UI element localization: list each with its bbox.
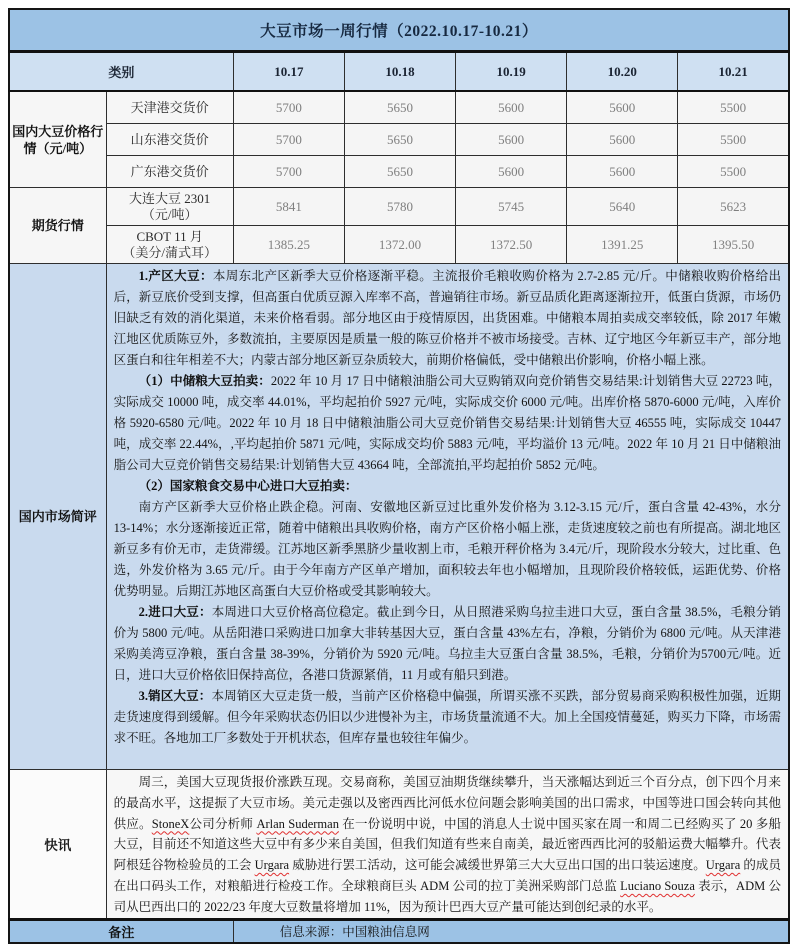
price-value: 5600 <box>567 124 678 156</box>
date-header-1021: 10.21 <box>678 52 789 92</box>
contract-name-line2: （元/吨） <box>141 206 198 222</box>
price-value: 5600 <box>456 124 567 156</box>
futures-section-label: 期货行情 <box>9 188 106 264</box>
news-text: 周三，美国大豆现货报价涨跌互现。交易商称，美国豆油期货继续攀升，当天涨幅达到近三个百分点，创下四个月来的最高水平，这提振了大豆市场。美元走强以及密西西比河低水位问题会影响美国的出口需求，中国等进口国会转向其他供应。 <box>113 775 781 831</box>
news-text: 表示，ADM 公司从巴西出口的 2022/23 年度大豆数量将增加 11%，因为预计巴西大豆产量可能达到创纪录的水平。 <box>113 878 781 914</box>
date-header-1019: 10.19 <box>456 52 567 92</box>
news-text: 公司分析师 <box>189 816 257 831</box>
contract-name-line2: （美分/蒲式耳） <box>122 244 217 260</box>
paragraph-text: 本周东北产区新季大豆价格逐渐平稳。主流报价毛粮收购价格为 2.7-2.85 元/斤。中储粮收购价格给出后，新豆底价受到支撑，但高蛋白优质豆源入库率不高，普遍销往市场。新豆品质化距离逐渐拉开，低蛋白货源，市场仍旧缺乏有效的消化渠道，未来价格看弱。部分地区由于疫情原因，出货困难。中储粮本周拍卖成交率较低，除 2017 年嫩江地区优质陈豆外，多数流拍，主要原因是质量一般的陈豆价格并不被市场接受。吉林、辽宁地区今年新豆丰产，部分地区蛋白和往年相差不大；内蒙古部分地区新豆杂质较大，前期价格偏低，受中储粮出价影响，价格小幅上涨。 <box>113 269 781 367</box>
date-header-1017: 10.17 <box>233 52 344 92</box>
futures-value: 5841 <box>233 188 344 226</box>
date-header-1018: 10.18 <box>344 52 455 92</box>
price-value: 5600 <box>567 91 678 124</box>
paragraph-text: 2022 年 10 月 17 日中储粮油脂公司大豆购销双向竞价销售交易结果:计划销售大豆 22723 吨，实际成交 10000 吨，成交率 44.01%，平均起拍价 5927 元/吨，实际成交价 6000 元/吨。出库价格 5870-6000 元/吨，入库价格 5920-6580 元/吨。2022 年 10 月 18 日中储粮油脂公司大豆竞价销售交易结果:计划销售大豆 46555 吨，实际成交 10447 吨，成交率 22.44%，,平均起拍价 5871 元/吨，实际成交均价 5883 元/吨，平均溢价 13 元/吨。2022 年 10 月 21 日中储粮油脂公司大豆竞价销售交易结果:计划销售大豆 43664 吨，全部流拍,平均起拍价 5852 元/吨。 <box>113 374 781 472</box>
paragraph-lead: （2）国家粮食交易中心进口大豆拍卖： <box>138 479 358 493</box>
futures-value: 5640 <box>567 188 678 226</box>
price-value: 5500 <box>678 124 789 156</box>
news-spellcheck-word: Luciano Souza <box>620 878 695 893</box>
remark-section-label: 备注 <box>9 919 233 943</box>
price-value: 5500 <box>678 91 789 124</box>
price-value: 5600 <box>456 156 567 188</box>
review-paragraph <box>114 497 781 602</box>
paragraph-lead: （1）中储粮大豆拍卖： <box>138 374 271 388</box>
futures-value: 1385.25 <box>233 226 344 264</box>
soybean-weekly-report-table <box>8 8 790 944</box>
price-value: 5650 <box>344 124 455 156</box>
market-review-section-label: 国内市场简评 <box>9 264 106 770</box>
table-row-guangdong <box>9 156 789 188</box>
futures-value: 5745 <box>456 188 567 226</box>
news-text: 在一份说明中说，中国的消息人士说中国买家在周一和周二已经购买了 20 多船大豆，目前还不知道这些大豆中有多少来自美国，但我们知道有些来自南美，最近密西西比河的驳船运费大幅攀升。代表阿根廷谷物检验员的工会 <box>113 816 781 873</box>
price-value: 5700 <box>233 124 344 156</box>
date-header-1020: 10.20 <box>567 52 678 92</box>
review-paragraph <box>114 371 781 476</box>
news-section-label: 快讯 <box>9 770 106 920</box>
contract-name <box>106 188 233 226</box>
contract-name-line1: CBOT 11 月 <box>136 228 203 244</box>
news-spellcheck-word: Urgara <box>705 858 741 873</box>
paragraph-lead: 2.进口大豆： <box>138 605 212 619</box>
news-spellcheck-word: StoneX <box>151 816 190 831</box>
table-row-dalian-futures <box>9 188 789 226</box>
paragraph-text: 南方产区新季大豆价格止跌企稳。河南、安徽地区新豆过比重外发价格为 3.12-3.15 元/斤，蛋白含量 42-43%，水分 13-14%；水分逐渐接近正常，随着中储粮出具收购价格，南方产区价格小幅上涨，走货速度较之前也有所提高。湖北地区新豆多有价无市，走货滞缓。江苏地区新季黑脐少量收割上市，毛粮开秤价格为 3.4元/斤，现阶段水分较大，过比重、色选，外发价格为 3.65 元/斤。由于今年南方产区单产增加，面积较去年也小幅增加，且现阶段价格较低，运距优势、价格优势明显。后期江苏地区高蛋白大豆价格或受其影响较大。 <box>113 500 781 598</box>
domestic-price-section-label: 国内大豆价格行情（元/吨） <box>9 91 106 188</box>
price-value: 5650 <box>344 156 455 188</box>
news-spellcheck-word: Arlan Suderman <box>256 816 339 831</box>
news-paragraph <box>114 772 781 918</box>
news-body <box>106 770 789 920</box>
port-name: 山东港交货价 <box>106 124 233 156</box>
futures-value: 1372.50 <box>456 226 567 264</box>
price-value: 5700 <box>233 91 344 124</box>
futures-value: 5780 <box>344 188 455 226</box>
report-title: 大豆市场一周行情（2022.10.17-10.21） <box>9 9 789 52</box>
news-text: 威胁进行罢工活动，这可能会减缓世界第三大大豆出口国的出口装运速度。 <box>289 858 706 873</box>
futures-value: 1395.50 <box>678 226 789 264</box>
futures-value: 5623 <box>678 188 789 226</box>
table-row-cbot-futures <box>9 226 789 264</box>
title-row <box>9 9 789 52</box>
remark-row <box>9 919 789 943</box>
paragraph-lead: 1.产区大豆： <box>138 269 213 283</box>
review-paragraph <box>114 686 781 749</box>
paragraph-text: 本周进口大豆价格高位稳定。截止到今日，从日照港采购乌拉圭进口大豆，蛋白含量 38.5%，毛粮分销价为 5800 元/吨。从岳阳港口采购进口加拿大非转基因大豆，蛋白含量 43%左右，净粮，分销价为 6800 元/吨。从天津港采购美湾豆净粮，蛋白含量 38-39%，分销价为 5920 元/吨。乌拉圭大豆蛋白含量 38.5%，毛粮，分销价为5700元/吨。近日，进口大豆价格依旧保持高位，各港口货源紧俏，11 月或有船只到港。 <box>113 605 781 682</box>
table-row-tianjin <box>9 91 789 124</box>
price-value: 5700 <box>233 156 344 188</box>
news-spellcheck-word: Urgara <box>254 858 290 873</box>
category-header: 类别 <box>9 52 233 92</box>
price-value: 5500 <box>678 156 789 188</box>
contract-name <box>106 226 233 264</box>
table-row-shandong <box>9 124 789 156</box>
port-name: 天津港交货价 <box>106 91 233 124</box>
price-value: 5600 <box>567 156 678 188</box>
futures-value: 1391.25 <box>567 226 678 264</box>
futures-value: 1372.00 <box>344 226 455 264</box>
paragraph-text: 本周销区大豆走货一般，当前产区价格稳中偏强，所谓买涨不买跌，部分贸易商采购积极性加强，近期走货速度得到缓解。但今年采购状态仍旧以少进慢补为主，市场货量流通不大。加上全国疫情蔓延，购买力下降，市场需求不旺。各地加工厂多数处于开机状态，但库存量也较往年偏少。 <box>113 689 781 745</box>
port-name: 广东港交货价 <box>106 156 233 188</box>
price-value: 5650 <box>344 91 455 124</box>
review-paragraph <box>114 476 781 497</box>
review-paragraph <box>114 266 781 371</box>
price-value: 5600 <box>456 91 567 124</box>
news-row <box>9 770 789 920</box>
contract-name-line1: 大连大豆 2301 <box>129 190 211 206</box>
review-paragraph <box>114 602 781 686</box>
market-review-body <box>106 264 789 770</box>
news-text: 的成员在出口码头工作，对粮船进行检疫工作。全球粮商巨头 ADM 公司的拉丁美洲采购部门总监 <box>113 858 781 893</box>
paragraph-lead: 3.销区大豆： <box>138 689 212 703</box>
header-row <box>9 52 789 92</box>
market-review-row <box>9 264 789 770</box>
remark-source-text: 信息来源：中国粮油信息网 <box>233 919 789 943</box>
